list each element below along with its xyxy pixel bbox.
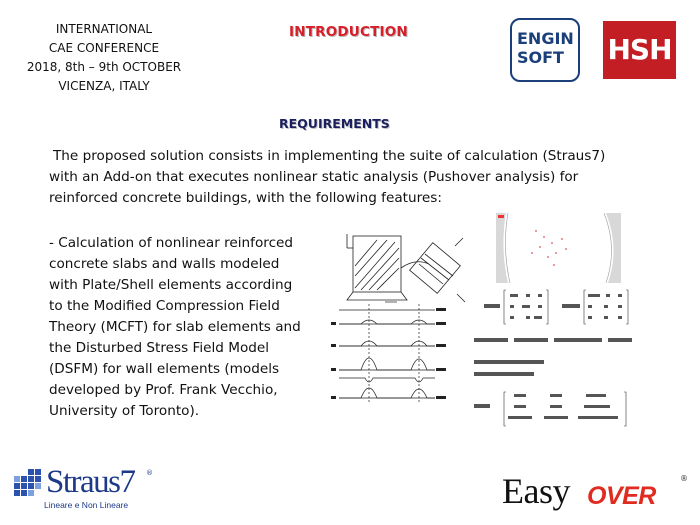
conference-location: VICENZA, ITALY xyxy=(58,79,150,93)
straus7-wordmark: Straus7 xyxy=(46,464,135,500)
easyover-wordmark-over: OVER xyxy=(587,482,656,510)
matrix-entries xyxy=(474,294,632,419)
feature-bullet xyxy=(49,233,321,422)
straus7-tagline: Lineare e Non Lineare xyxy=(44,500,129,510)
conference-info xyxy=(14,20,194,96)
intro-line: The proposed solution consists in implementing the suite of calculation (Straus7) xyxy=(53,148,606,164)
hsh-logo: HSH xyxy=(603,21,676,79)
crack-pattern-figure xyxy=(496,213,621,283)
bullet-line: - Calculation of nonlinear reinforced xyxy=(49,235,294,251)
easyover-logo xyxy=(502,470,692,514)
bullet-line: developed by Prof. Frank Vecchio, xyxy=(49,382,278,398)
straus7-mesh-icon xyxy=(14,469,44,497)
conference-line: INTERNATIONAL xyxy=(55,22,153,36)
easyover-wordmark-easy: Easy xyxy=(502,471,570,511)
bullet-line: the Disturbed Stress Field Model xyxy=(49,340,270,356)
bullet-line: with Plate/Shell elements according xyxy=(49,277,293,293)
legend-swatch xyxy=(498,215,504,218)
straus7-logo xyxy=(14,462,164,512)
stress-diagrams xyxy=(339,302,435,404)
registered-mark: ® xyxy=(146,469,153,477)
slide-title: INTRODUCTION xyxy=(289,24,408,40)
section-heading: REQUIREMENTS xyxy=(279,116,390,131)
intro-line: reinforced concrete buildings, with the following features: xyxy=(49,190,442,206)
conference-line: CAE CONFERENCE xyxy=(48,41,160,55)
enginsoft-logo-line: ENGIN xyxy=(517,29,574,48)
bullet-line: (DSFM) for wall elements (models xyxy=(49,361,280,377)
figure-annotations xyxy=(331,308,446,399)
enginsoft-logo xyxy=(510,18,580,82)
wall-panel-sketch xyxy=(347,234,465,302)
constitutive-equations xyxy=(474,288,634,428)
bullet-line: Theory (MCFT) for slab elements and xyxy=(49,319,301,335)
intro-paragraph xyxy=(49,146,649,209)
bullet-line: concrete slabs and walls modeled xyxy=(49,256,280,272)
conference-date: 2018, 8th – 9th OCTOBER xyxy=(26,60,182,74)
mcft-figure xyxy=(325,228,485,416)
bullet-line: to the Modified Compression Field xyxy=(49,298,280,314)
registered-mark: ® xyxy=(680,474,688,483)
intro-line: with an Add-on that executes nonlinear static analysis (Pushover analysis) for xyxy=(49,169,579,185)
enginsoft-logo-line: SOFT xyxy=(517,48,564,67)
bullet-line: University of Toronto). xyxy=(49,403,200,419)
